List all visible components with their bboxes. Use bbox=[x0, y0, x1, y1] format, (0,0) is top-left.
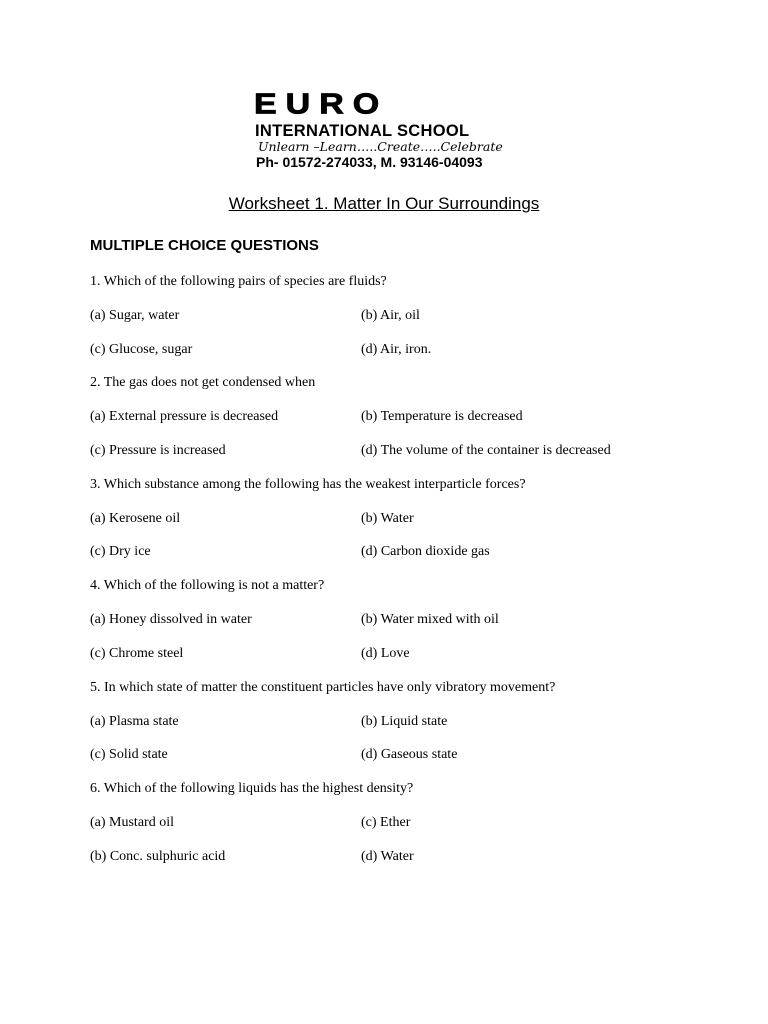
answer-option: (a) Sugar, water bbox=[90, 308, 180, 323]
answer-option: (b) Conc. sulphuric acid bbox=[90, 849, 226, 864]
answer-option: (c) Glucose, sugar bbox=[90, 342, 193, 357]
answer-option: (c) Ether bbox=[361, 815, 411, 830]
answer-option: (b) Air, oil bbox=[361, 308, 420, 323]
answer-option: (a) Honey dissolved in water bbox=[90, 612, 252, 627]
question-text: 4. Which of the following is not a matter? bbox=[90, 578, 325, 593]
answer-option: (c) Solid state bbox=[90, 747, 168, 762]
answer-option: (b) Temperature is decreased bbox=[361, 409, 523, 424]
answer-option: (d) Gaseous state bbox=[361, 747, 458, 762]
question-text: 6. Which of the following liquids has the highest density? bbox=[90, 781, 414, 796]
question-text: 3. Which substance among the following has the weakest interparticle forces? bbox=[90, 477, 526, 492]
answer-option: (b) Water bbox=[361, 511, 414, 526]
answer-option: (c) Pressure is increased bbox=[90, 443, 226, 458]
answer-option: (c) Dry ice bbox=[90, 544, 151, 559]
section-heading: MULTIPLE CHOICE QUESTIONS bbox=[90, 237, 319, 254]
answer-option: (d) Love bbox=[361, 646, 410, 661]
answer-option: (d) Water bbox=[361, 849, 414, 864]
answer-option: (d) Air, iron. bbox=[361, 342, 432, 357]
worksheet-title: Worksheet 1. Matter In Our Surroundings bbox=[228, 194, 540, 213]
answer-option: (a) Mustard oil bbox=[90, 815, 174, 830]
answer-option: (c) Chrome steel bbox=[90, 646, 184, 661]
answer-option: (b) Liquid state bbox=[361, 714, 448, 729]
answer-option: (a) Plasma state bbox=[90, 714, 179, 729]
school-header bbox=[252, 87, 514, 171]
question-text: 5. In which state of matter the constituent particles have only vibratory movement? bbox=[90, 680, 556, 695]
answer-option: (b) Water mixed with oil bbox=[361, 612, 499, 627]
answer-option: (a) External pressure is decreased bbox=[90, 409, 279, 424]
answer-option: (d) The volume of the container is decreased bbox=[361, 443, 611, 458]
school-logo-title: EURO bbox=[254, 87, 389, 121]
school-phone: Ph- 01572-274033, M. 93146-04093 bbox=[256, 154, 483, 170]
school-name: INTERNATIONAL SCHOOL bbox=[255, 122, 470, 140]
answer-option: (a) Kerosene oil bbox=[90, 511, 181, 526]
school-tagline: Unlearn –Learn…..Create…..Celebrate bbox=[258, 139, 503, 154]
answer-option: (d) Carbon dioxide gas bbox=[361, 544, 490, 559]
question-text: 2. The gas does not get condensed when bbox=[90, 375, 316, 390]
question-text: 1. Which of the following pairs of species are fluids? bbox=[90, 274, 387, 289]
